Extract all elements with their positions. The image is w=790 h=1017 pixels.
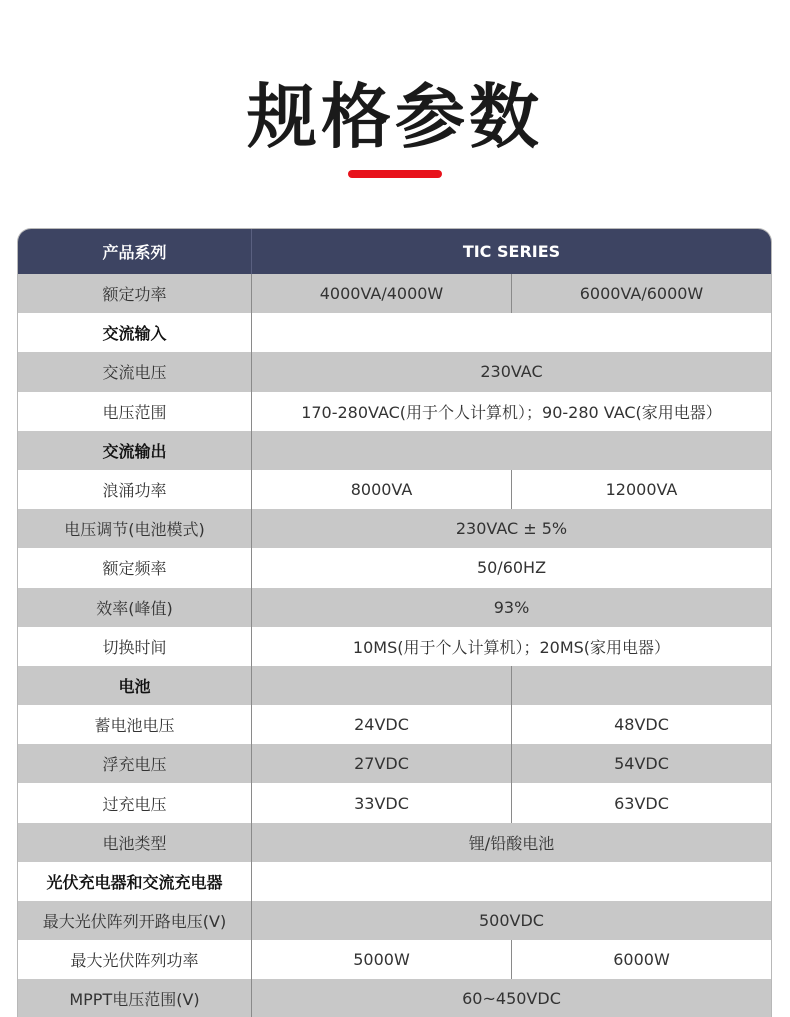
row-label: 电池类型 (18, 823, 252, 862)
section-label: 电池 (18, 666, 252, 705)
row-rated-power (18, 274, 771, 313)
row-label: 切换时间 (18, 627, 252, 666)
row-mppt-voltage-range (18, 979, 771, 1017)
row-battery-voltage (18, 705, 771, 744)
spec-table (17, 228, 772, 1017)
row-value: 60~450VDC (462, 989, 561, 1009)
row-value: 锂/铅酸电池 (468, 833, 555, 853)
row-efficiency (18, 588, 771, 627)
row-value: 10MS(用于个人计算机）；20MS(家用电器） (352, 637, 671, 657)
row-value (252, 862, 771, 901)
row-value-right: 63VDC (614, 793, 669, 813)
row-label: 浮充电压 (18, 744, 252, 783)
row-value (252, 313, 771, 352)
row-transfer-time (18, 627, 771, 666)
row-label: 浪涌功率 (18, 470, 252, 509)
row-value-left: 24VDC (252, 705, 512, 744)
row-value (252, 431, 771, 470)
row-voltage-range (18, 392, 771, 431)
row-label: 电压调节(电池模式) (18, 509, 252, 548)
row-value-left: 27VDC (252, 744, 512, 783)
row-value-left: 5000W (252, 940, 512, 979)
page-title: 规格参数 (247, 76, 543, 158)
row-voltage-regulation (18, 509, 771, 548)
row-ac-voltage (18, 352, 771, 391)
row-value-right: 6000W (613, 950, 670, 970)
section-ac-input (18, 313, 771, 352)
row-value-left: 33VDC (252, 783, 512, 822)
row-value: 170-280VAC(用于个人计算机）；90-280 VAC(家用电器） (301, 402, 722, 422)
row-label: 额定功率 (18, 274, 252, 313)
section-battery (18, 666, 771, 705)
row-battery-type (18, 823, 771, 862)
row-rated-frequency (18, 548, 771, 587)
row-value-left (252, 666, 512, 705)
row-value: 93% (493, 597, 530, 617)
row-max-pv-power (18, 940, 771, 979)
row-value-right: 12000VA (605, 480, 678, 500)
section-label: 交流输入 (18, 313, 252, 352)
table-header-row (18, 229, 771, 274)
row-label: MPPT电压范围(V) (18, 979, 252, 1017)
row-label: 效率(峰值) (18, 588, 252, 627)
row-value: 230VAC ± 5% (455, 519, 568, 539)
row-label: 蓄电池电压 (18, 705, 252, 744)
section-ac-output (18, 431, 771, 470)
row-value: 500VDC (479, 911, 544, 931)
header-value: TIC SERIES (462, 242, 561, 261)
row-label: 电压范围 (18, 392, 252, 431)
row-value-right: 6000VA/6000W (579, 284, 704, 304)
row-value: 230VAC (480, 362, 543, 382)
row-max-pv-open-voltage (18, 901, 771, 940)
row-label: 额定频率 (18, 548, 252, 587)
row-value-left: 8000VA (252, 470, 512, 509)
row-surge-power (18, 470, 771, 509)
row-float-voltage (18, 744, 771, 783)
row-overcharge-voltage (18, 783, 771, 822)
row-value-right: 54VDC (614, 754, 669, 774)
header-label: 产品系列 (18, 229, 252, 274)
row-label: 过充电压 (18, 783, 252, 822)
row-value-right (512, 666, 771, 705)
title-underline (348, 170, 442, 178)
row-value: 50/60HZ (476, 558, 547, 578)
row-label: 最大光伏阵列开路电压(V) (18, 901, 252, 940)
row-label: 最大光伏阵列功率 (18, 940, 252, 979)
section-pv-ac-charger (18, 862, 771, 901)
row-label: 交流电压 (18, 352, 252, 391)
section-label: 交流输出 (18, 431, 252, 470)
row-value-left: 4000VA/4000W (252, 274, 512, 313)
row-value-right: 48VDC (614, 715, 669, 735)
section-label: 光伏充电器和交流充电器 (18, 862, 252, 901)
